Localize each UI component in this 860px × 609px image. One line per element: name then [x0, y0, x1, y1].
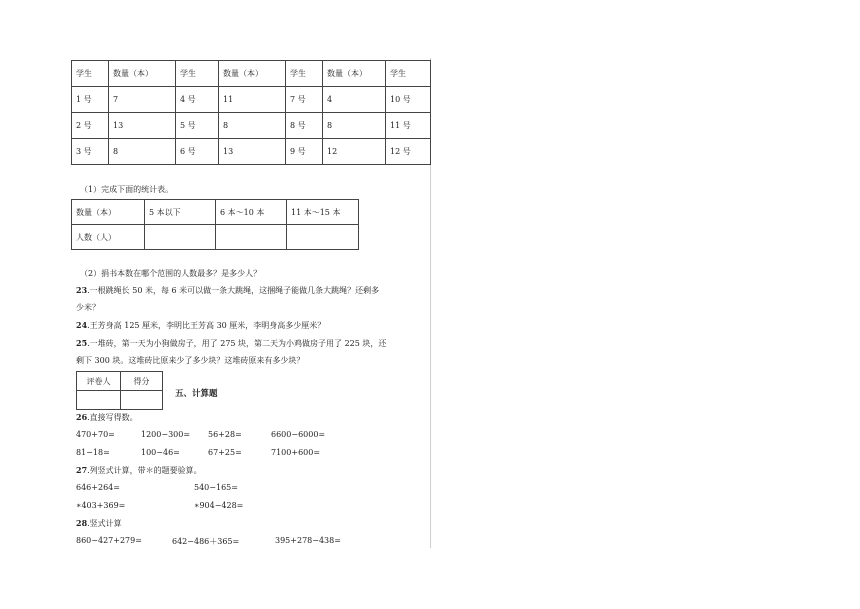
question-text: .竖式计算 — [87, 519, 122, 528]
calc-item: 1200−300= — [141, 430, 191, 439]
question-number: 23 — [76, 285, 88, 295]
calc-item: 395+278−438= — [275, 536, 341, 545]
table-row — [72, 225, 359, 250]
statistics-table — [71, 199, 359, 250]
grader-label: 评卷人 — [77, 372, 121, 391]
question-2-text: （2）捐书本数在哪个范围的人数最多？是多少人？ — [80, 269, 262, 278]
question-text: .列竖式计算，带＊的题要验算。 — [87, 466, 202, 475]
question-text: .一堆砖，第一天为小狗做房子，用了 275 块，第二天为小鸡做房子用了 225 块，还 — [87, 339, 387, 348]
calc-row — [76, 448, 376, 460]
calc-item: 81−18= — [76, 448, 110, 457]
question-number: 26 — [76, 412, 88, 422]
table-cell: 8 — [323, 113, 386, 139]
grader-cell[interactable] — [77, 391, 121, 410]
calc-item: ∗403+369= — [76, 501, 126, 510]
table-cell: 13 — [219, 139, 286, 165]
question-23-continuation: 少米？ — [76, 303, 100, 312]
answer-cell[interactable] — [216, 225, 287, 250]
table-cell: 11 本～15 本 — [287, 200, 359, 225]
score-cell[interactable] — [121, 391, 163, 410]
table-cell: 5 号 — [176, 113, 219, 139]
table-cell: 13 — [109, 113, 176, 139]
calc-item: 100−46= — [141, 448, 180, 457]
calc-row — [76, 483, 376, 495]
calc-item: 860−427+279= — [76, 536, 142, 545]
table-row — [72, 200, 359, 225]
answer-cell[interactable] — [145, 225, 216, 250]
table-cell: 11 — [219, 87, 286, 113]
calc-item: 7100+600= — [271, 448, 321, 457]
table-row — [72, 87, 431, 113]
calc-row — [76, 430, 376, 442]
donation-data-table — [71, 60, 431, 165]
table-cell: 7 — [109, 87, 176, 113]
table-row — [72, 61, 431, 87]
table-cell: 学生 — [286, 61, 323, 87]
question-text: .直接写得数。 — [87, 413, 138, 422]
calc-item: 540−165= — [194, 483, 238, 492]
table-cell: 9 号 — [286, 139, 323, 165]
question-number: 24 — [76, 320, 88, 330]
table-cell: 学生 — [72, 61, 109, 87]
answer-cell[interactable] — [287, 225, 359, 250]
table-cell: 学生 — [386, 61, 431, 87]
question-number: 25 — [76, 338, 88, 348]
calc-row — [76, 501, 376, 513]
table-cell: 数量（本） — [323, 61, 386, 87]
table-cell: 2 号 — [72, 113, 109, 139]
table-row — [72, 139, 431, 165]
calc-item: 470+70= — [76, 430, 115, 439]
table-cell: 4 号 — [176, 87, 219, 113]
calc-row — [76, 536, 376, 548]
table-cell: 学生 — [176, 61, 219, 87]
calc-item: 67+25= — [208, 448, 242, 457]
question-24 — [76, 320, 325, 331]
question-1-instruction: （1）完成下面的统计表。 — [80, 185, 174, 194]
table-cell: 数量（本） — [109, 61, 176, 87]
table-cell: 11 号 — [386, 113, 431, 139]
table-cell: 6 号 — [176, 139, 219, 165]
question-number: 27 — [76, 465, 88, 475]
table-cell: 12 号 — [386, 139, 431, 165]
question-28 — [76, 518, 122, 529]
calc-item: 56+28= — [208, 430, 242, 439]
table-cell: 8 — [109, 139, 176, 165]
question-number: 28 — [76, 518, 88, 528]
table-row — [77, 372, 163, 391]
question-25-continuation: 剩下 300 块。这堆砖比原来少了多少块？这堆砖原来有多少块？ — [76, 356, 305, 365]
grader-score-box — [76, 371, 163, 410]
table-cell: 3 号 — [72, 139, 109, 165]
table-cell: 8 — [219, 113, 286, 139]
question-text: .一根跳绳长 50 米，每 6 米可以做一条大跳绳，这捆绳子能做几条大跳绳？还剩多 — [87, 286, 380, 295]
question-text: .王芳身高 125 厘米，李明比王芳高 30 厘米，李明身高多少厘米？ — [87, 321, 326, 330]
question-26 — [76, 412, 138, 423]
table-cell: 1 号 — [72, 87, 109, 113]
table-cell: 人数（人） — [72, 225, 145, 250]
question-23 — [76, 285, 379, 296]
calc-item: ∗904−428= — [194, 501, 244, 510]
table-row — [72, 113, 431, 139]
calc-item: 642−486＋365= — [172, 537, 240, 546]
calc-item: 646+264= — [76, 483, 120, 492]
table-cell: 数量（本） — [72, 200, 145, 225]
table-row — [77, 391, 163, 410]
question-27 — [76, 465, 202, 476]
table-cell: 7 号 — [286, 87, 323, 113]
table-cell: 8 号 — [286, 113, 323, 139]
table-cell: 12 — [323, 139, 386, 165]
score-label: 得分 — [121, 372, 163, 391]
table-cell: 4 — [323, 87, 386, 113]
table-cell: 10 号 — [386, 87, 431, 113]
table-cell: 6 本～10 本 — [216, 200, 287, 225]
calc-item: 6600−6000= — [271, 430, 326, 439]
section-title: 五、计算题 — [175, 389, 218, 399]
table-cell: 5 本以下 — [145, 200, 216, 225]
question-25 — [76, 338, 386, 349]
table-cell: 数量（本） — [219, 61, 286, 87]
